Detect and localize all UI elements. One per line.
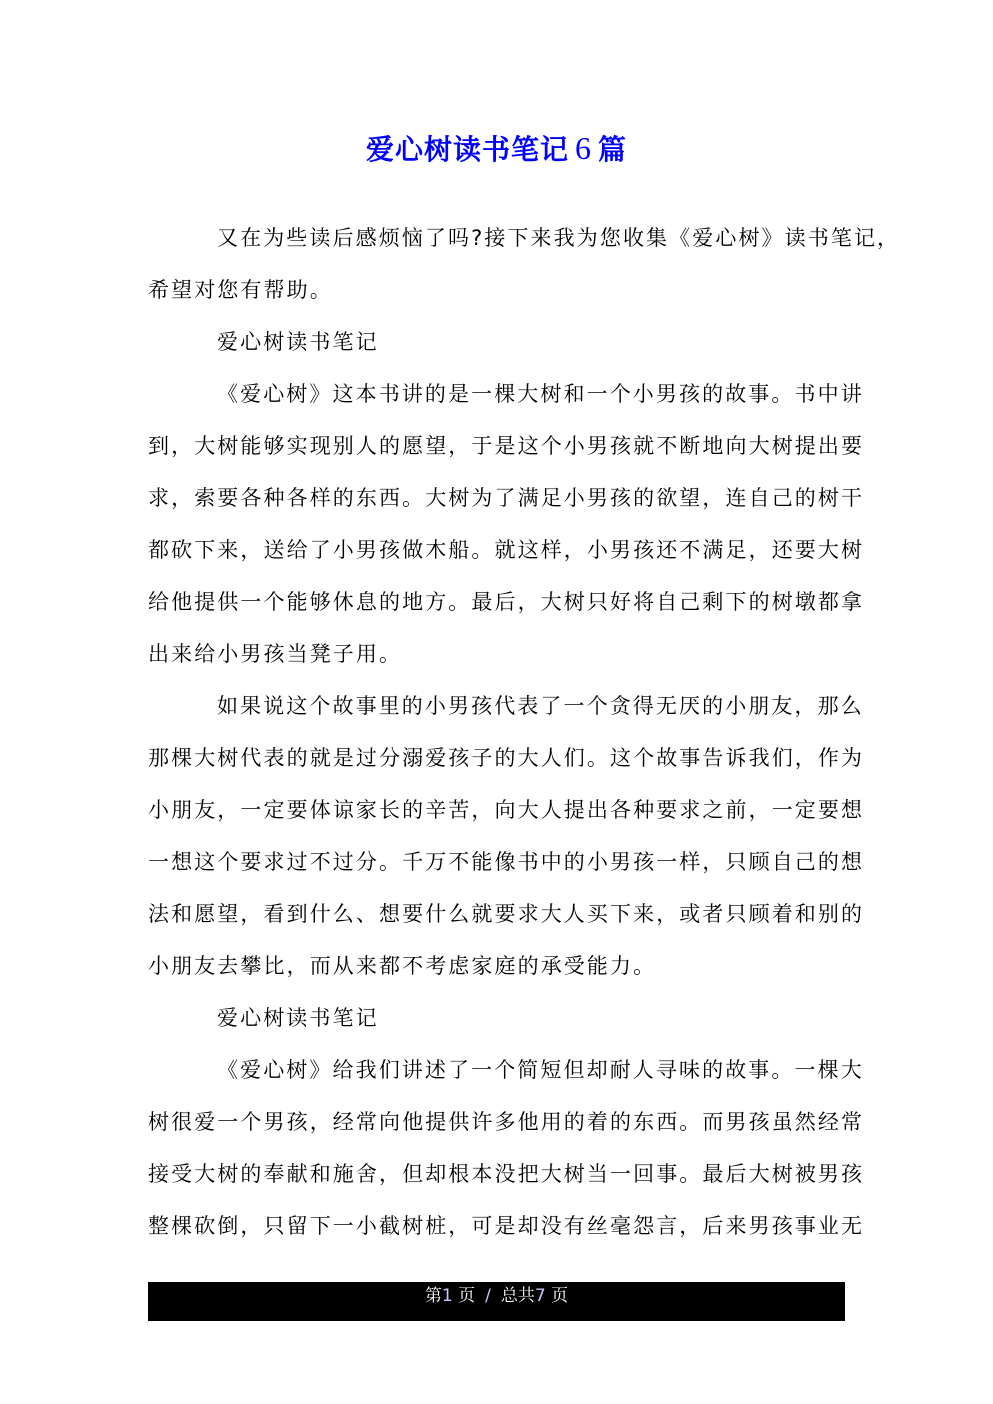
intro-paragraph <box>148 212 901 316</box>
section-heading <box>148 992 848 1044</box>
page-prefix: 第 <box>424 1286 442 1306</box>
total-prefix: 总共 <box>500 1286 535 1306</box>
paragraph-line: 给他提供一个能够休息的地方。最后，大树只好将自己剩下的树墩都拿 <box>148 590 865 614</box>
page-indicator <box>148 1282 845 1310</box>
page-footer-bar <box>148 1282 845 1321</box>
document-title <box>0 126 993 170</box>
section-heading <box>148 316 848 368</box>
paragraph-line: 又在为些读后感烦恼了吗?接下来我为您收集《爱心树》读书笔记， <box>217 226 901 250</box>
paragraph-line: 希望对您有帮助。 <box>148 278 333 302</box>
body-paragraph <box>148 680 865 992</box>
total-pages-number: 7 <box>534 1286 546 1306</box>
title-suffix: 篇 <box>598 133 628 166</box>
title-number: 6 <box>575 130 592 166</box>
section-heading-text: 爱心树读书笔记 <box>217 330 379 354</box>
paragraph-line: 《爱心树》这本书讲的是一棵大树和一个小男孩的故事。书中讲 <box>217 382 864 406</box>
page-separator: / <box>485 1286 491 1306</box>
paragraph-line: 小朋友去攀比，而从来都不考虑家庭的承受能力。 <box>148 954 657 978</box>
page-word: 页 <box>458 1286 476 1306</box>
paragraph-line: 一想这个要求过不过分。千万不能像书中的小男孩一样，只顾自己的想 <box>148 850 865 874</box>
paragraph-line: 到，大树能够实现别人的愿望，于是这个小男孩就不断地向大树提出要 <box>148 434 865 458</box>
total-word: 页 <box>551 1286 569 1306</box>
title-prefix: 爱心树读书笔记 <box>365 133 569 166</box>
paragraph-line: 那棵大树代表的就是过分溺爱孩子的大人们。这个故事告诉我们，作为 <box>148 746 865 770</box>
current-page-number: 1 <box>441 1286 453 1306</box>
document-body <box>148 212 901 1252</box>
section-heading-text: 爱心树读书笔记 <box>217 1006 379 1030</box>
paragraph-line: 出来给小男孩当凳子用。 <box>148 642 403 666</box>
paragraph-line: 都砍下来，送给了小男孩做木船。就这样，小男孩还不满足，还要大树 <box>148 538 865 562</box>
paragraph-line: 《爱心树》给我们讲述了一个简短但却耐人寻味的故事。一棵大 <box>217 1058 864 1082</box>
paragraph-line: 接受大树的奉献和施舍，但却根本没把大树当一回事。最后大树被男孩 <box>148 1162 865 1186</box>
body-paragraph <box>148 368 865 680</box>
paragraph-line: 如果说这个故事里的小男孩代表了一个贪得无厌的小朋友，那么 <box>217 694 864 718</box>
paragraph-line: 小朋友，一定要体谅家长的辛苦，向大人提出各种要求之前，一定要想 <box>148 798 865 822</box>
paragraph-line: 整棵砍倒，只留下一小截树桩，可是却没有丝毫怨言，后来男孩事业无 <box>148 1214 865 1238</box>
body-paragraph <box>148 1044 865 1252</box>
paragraph-line: 求，索要各种各样的东西。大树为了满足小男孩的欲望，连自己的树干 <box>148 486 865 510</box>
paragraph-line: 树很爱一个男孩，经常向他提供许多他用的着的东西。而男孩虽然经常 <box>148 1110 865 1134</box>
paragraph-line: 法和愿望，看到什么、想要什么就要求大人买下来，或者只顾着和别的 <box>148 902 865 926</box>
